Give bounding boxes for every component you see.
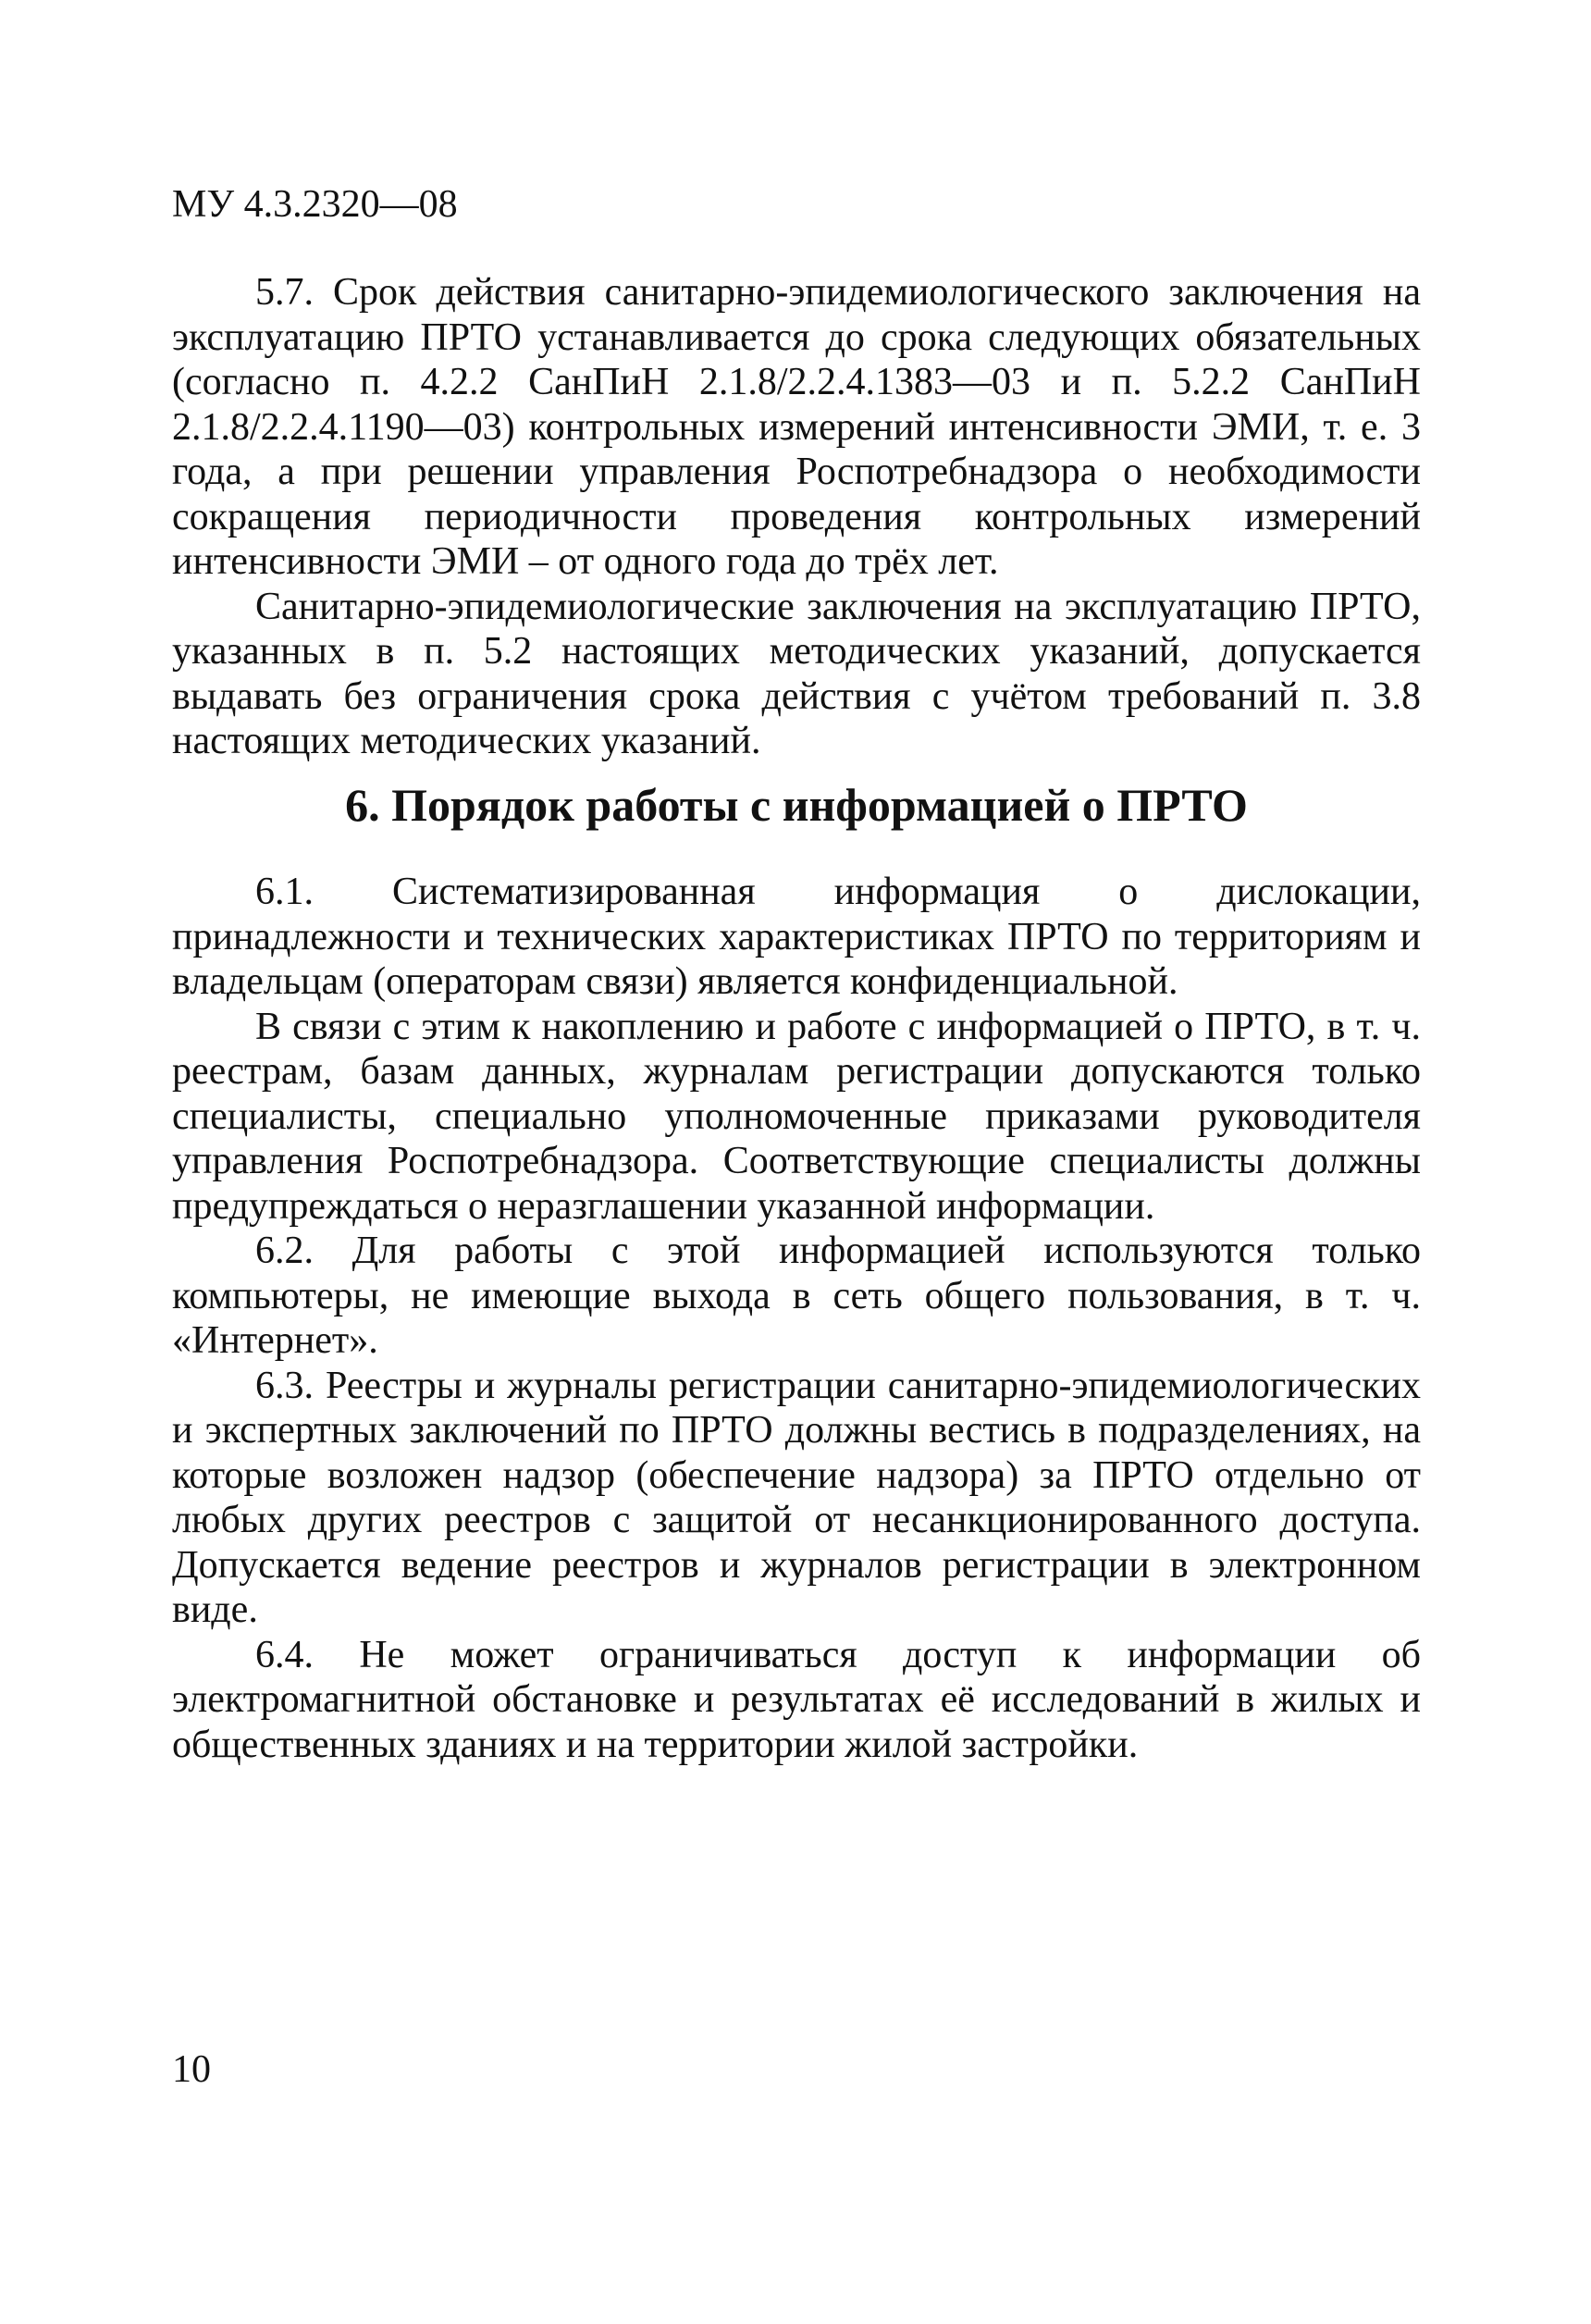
section-6-heading: 6. Порядок работы с информацией о ПРТО <box>345 779 1248 831</box>
paragraph-5-7: 5.7. Срок действия санитарно-эпидемиологического заключения на эксплуатацию ПРТО устанавливается до срока следующих обязательных (согласно п. 4.2.2 СанПиН 2.1.8/2.2.4.1383—03 и п. 5.2.2 СанПиН 2.1.8/2.2.4.1190—03) контрольных измерений интенсивности ЭМИ, т. е. 3 года, а при решении управления Роспотребнадзора о необходимости сокращения периодичности проведения контрольных измерений интенсивности ЭМИ – от одного года до трёх лет. <box>172 271 1421 583</box>
paragraph-6-4: 6.4. Не может ограничиваться доступ к информации об электромагнитной обстановке и результатах её исследований в жилых и общественных зданиях и на территории жилой застройки. <box>172 1633 1421 1766</box>
section-5-text <box>172 270 1421 764</box>
paragraph-6-3: 6.3. Реестры и журналы регистрации санитарно-эпидемиологических и экспертных заключений по ПРТО должны вестись в подразделениях, на которые возложен надзор (обеспечение надзора) за ПРТО отдельно от любых других реестров с защитой от несанкционированного доступа. Допускается ведение реестров и журналов регистрации в электронном виде. <box>172 1364 1421 1631</box>
paragraph-6-1-note: В связи с этим к накоплению и работе с информацией о ПРТО, в т. ч. реестрам, базам данных, журналам регистрации допускаются только специалисты, специально уполномоченные приказами руководителя управления Роспотребнадзора. Соответствующие специалисты должны предупреждаться о неразглашении указанной информации. <box>172 1005 1421 1228</box>
section-6-text <box>172 870 1421 1767</box>
document-code: МУ 4.3.2320—08 <box>172 183 458 226</box>
paragraph-6-1: 6.1. Систематизированная информация о дислокации, принадлежности и технических характеристиках ПРТО по территориям и владельцам (операторам связи) является конфиденциальной. <box>172 871 1421 1003</box>
paragraph-5-7-note: Санитарно-эпидемиологические заключения на эксплуатацию ПРТО, указанных в п. 5.2 настоящих методических указаний, допускается выдавать без ограничения срока действия с учётом требований п. 3.8 настоящих методических указаний. <box>172 585 1421 762</box>
paragraph-6-2: 6.2. Для работы с этой информацией используются только компьютеры, не имеющие выхода в сеть общего пользования, в т. ч. «Интернет». <box>172 1230 1421 1362</box>
page-number: 10 <box>172 2048 211 2091</box>
